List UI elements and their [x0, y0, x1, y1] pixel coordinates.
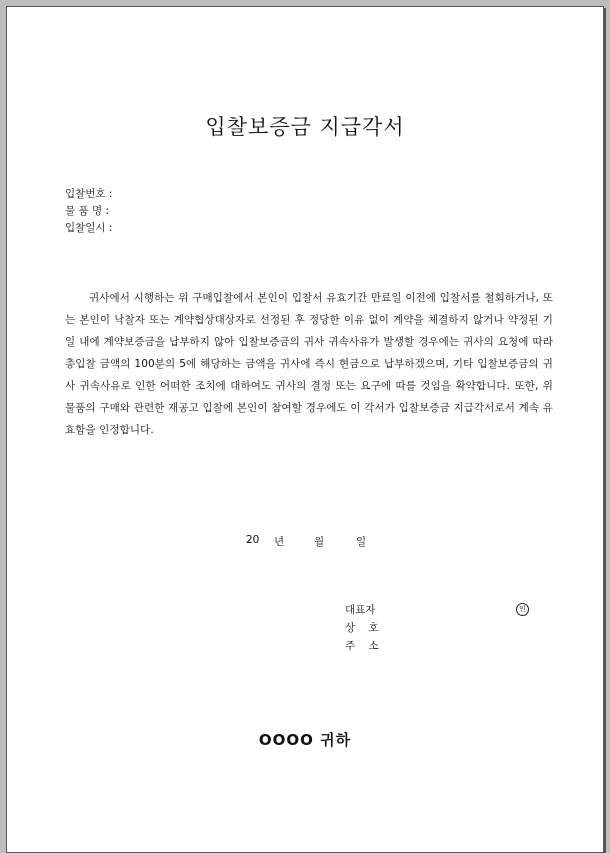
- field-bid-datetime: 입찰일시 :: [65, 222, 113, 234]
- date-year-unit: 년: [274, 536, 285, 548]
- date-year: 20: [246, 534, 260, 546]
- document-page: [6, 6, 604, 853]
- recipient-line: OOOO 귀하: [258, 731, 352, 749]
- field-bid-number: 입찰번호 :: [65, 188, 113, 200]
- document-title: 입찰보증금 지급각서: [205, 115, 405, 139]
- date-month-unit: 월: [314, 536, 325, 548]
- date-day-unit: 일: [356, 536, 367, 548]
- field-item-name: 물 품 명 :: [65, 205, 109, 217]
- signature-representative-label: 대표자: [345, 604, 376, 616]
- seal-mark: 인: [516, 603, 529, 616]
- signature-address-label: 주 소: [345, 640, 379, 652]
- pledge-body-text: 귀사에서 시행하는 위 구매입찰에서 본인이 입찰서 유효기간 만료일 이전에 입찰서를 철회하거나, 또는 본인이 낙찰자 또는 계약협상대상자로 선정된 후 정당한 이유 없이 계약을 체결하지 않거나 약정된 기일 내에 계약보증금을 납부하지 않아 입찰보증금의 귀사 귀속사유가 발생할 경우에는 귀사의 요청에 따라 총입찰 금액의 100분의 5에 해당하는 금액을 귀사에 즉시 현금으로 납부하겠으며, 기타 입찰보증금의 귀사 귀속사유로 인한 어떠한 조치에 대하여도 귀사의 결정 또는 요구에 따를 것임을 확약합니다. 또한, 위 물품의 구매와 관련한 재공고 입찰에 본인이 참여할 경우에도 이 각서가 입찰보증금 지급각서로서 계속 유효함을 인정합니다.: [65, 292, 553, 436]
- signature-company-label: 상 호: [345, 622, 379, 634]
